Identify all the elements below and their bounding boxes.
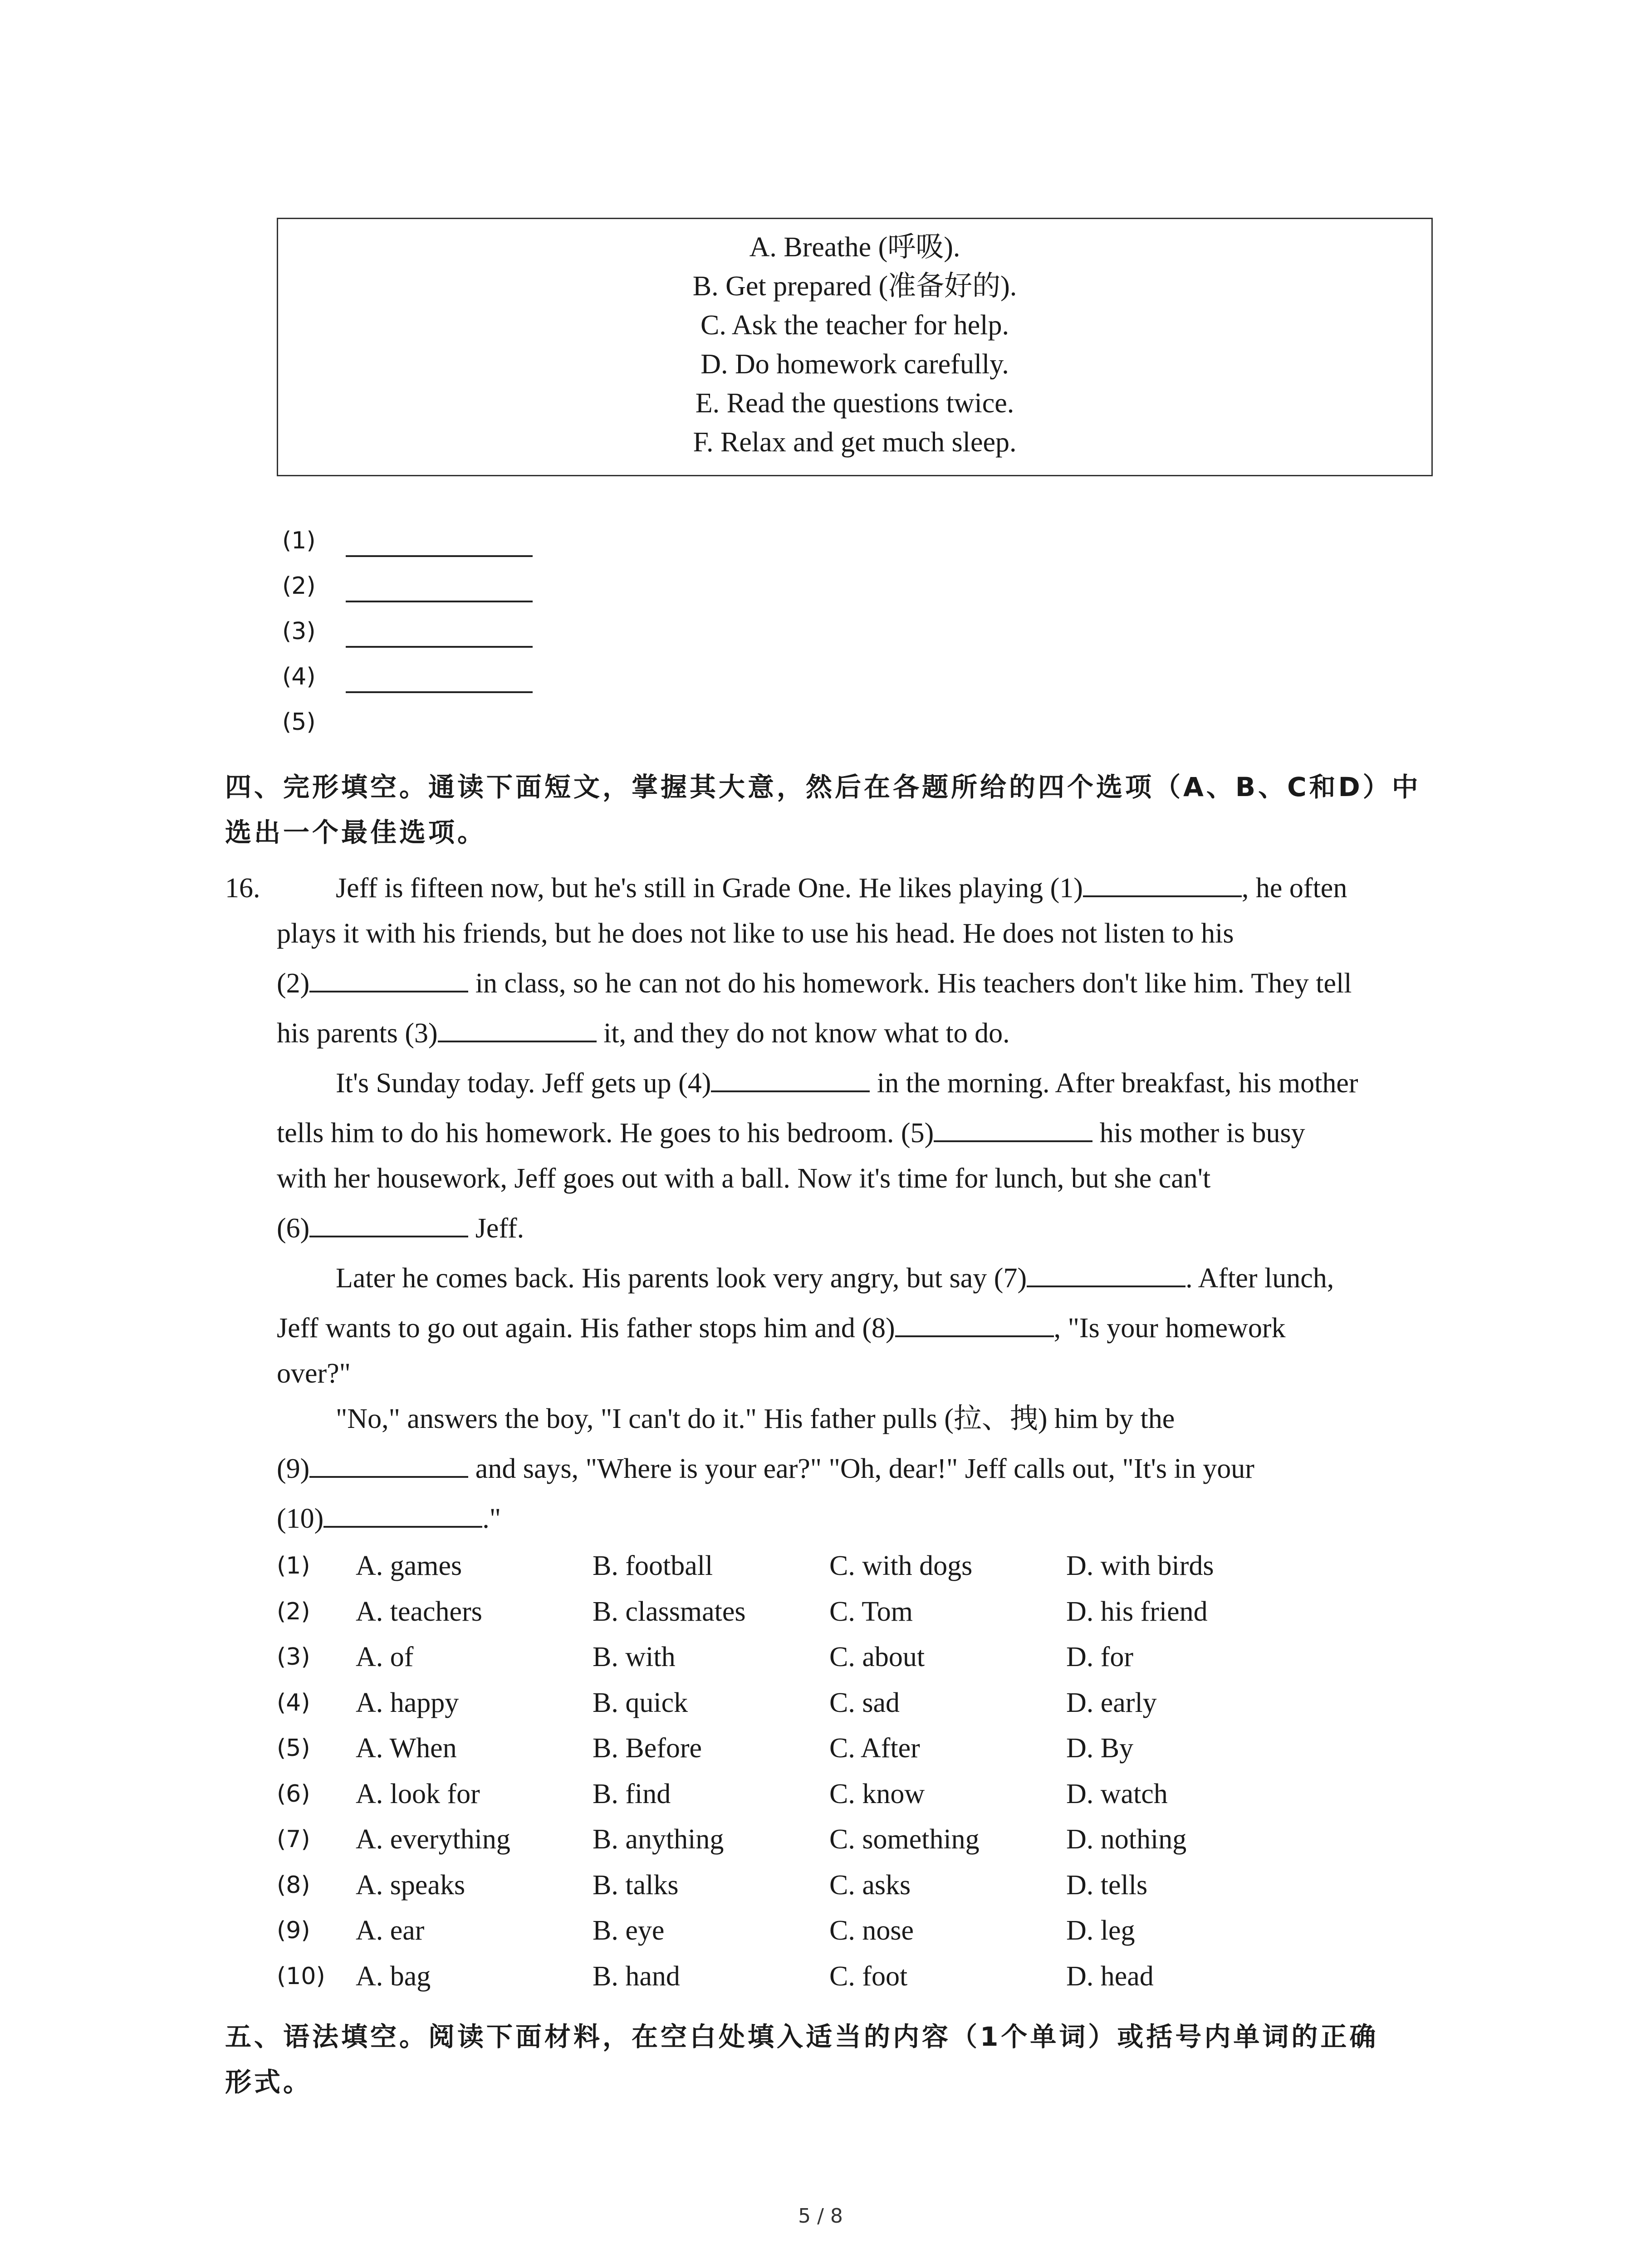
section-4-heading-line1: 四、完形填空。通读下面短文，掌握其大意，然后在各题所给的四个选项（A、B、C和D）中 (225, 772, 1421, 802)
choice-option-c[interactable]: C. know (829, 1779, 925, 1809)
option-line: C. Ask the teacher for help. (700, 310, 1009, 341)
choice-row (277, 1817, 1456, 1862)
section-5-heading-line1: 五、语法填空。阅读下面材料，在空白处填入适当的内容（1个单词）或括号内单词的正确 (225, 2021, 1379, 2052)
passage-line: tells him to do his homework. He goes to his bedroom. (5) his mother is busy (277, 1118, 1305, 1149)
answer-line[interactable] (346, 646, 533, 648)
choice-option-d[interactable]: D. his friend (1066, 1596, 1208, 1627)
choice-option-a[interactable]: A. bag (356, 1961, 431, 1992)
answer-line[interactable] (346, 555, 533, 557)
option-line: B. Get prepared (准备好的). (692, 271, 1017, 302)
section-5-heading-line2: 形式。 (225, 2067, 313, 2097)
answer-number: (4) (282, 663, 316, 690)
choice-option-b[interactable]: B. quick (593, 1687, 688, 1718)
passage-line: his parents (3) it, and they do not know what to do. (277, 1018, 1010, 1049)
passage-line: (2) in class, so he can not do his homework. His teachers don't like him. They tell (277, 968, 1352, 999)
choice-option-d[interactable]: D. head (1066, 1961, 1154, 1992)
choice-row (277, 1771, 1456, 1817)
choice-number: (6) (277, 1780, 310, 1808)
passage-line: plays it with his friends, but he does not like to use his head. He does not listen to his (277, 918, 1234, 949)
passage-line: Jeff is fifteen now, but he's still in Grade One. He likes playing (1) , he often (336, 873, 1347, 904)
passage-line: (6) Jeff. (277, 1213, 524, 1244)
passage-line: It's Sunday today. Jeff gets up (4) in the morning. After breakfast, his mother (336, 1068, 1358, 1099)
choice-option-a[interactable]: A. games (356, 1550, 462, 1581)
answer-number: (5) (282, 709, 316, 736)
section-5-heading (225, 2014, 1432, 2105)
choice-option-a[interactable]: A. everything (356, 1824, 510, 1855)
choice-option-b[interactable]: B. Before (593, 1733, 702, 1764)
blank-1[interactable] (1083, 872, 1242, 897)
choice-row (277, 1725, 1456, 1771)
choice-option-a[interactable]: A. When (356, 1733, 457, 1764)
blank-3[interactable] (438, 1017, 597, 1042)
choice-option-c[interactable]: C. about (829, 1642, 925, 1672)
blank-9[interactable] (309, 1452, 468, 1478)
option-line: E. Read the questions twice. (695, 388, 1014, 419)
blank-4[interactable] (711, 1067, 870, 1092)
passage-line: "No," answers the boy, "I can't do it." His father pulls (拉、拽) him by the (336, 1403, 1175, 1434)
choice-option-a[interactable]: A. of (356, 1642, 414, 1672)
choice-option-b[interactable]: B. hand (593, 1961, 680, 1992)
choice-option-b[interactable]: B. football (593, 1550, 713, 1581)
option-line: A. Breathe (呼吸). (749, 232, 960, 263)
passage-line: with her housework, Jeff goes out with a ball. Now it's time for lunch, but she can't (277, 1163, 1211, 1194)
passage-line: (9) and says, "Where is your ear?" "Oh, dear!" Jeff calls out, "It's in your (277, 1453, 1254, 1484)
choice-number: (8) (277, 1872, 310, 1899)
passage-line: (10) ." (277, 1503, 501, 1534)
choice-row (277, 1634, 1456, 1680)
choice-row (277, 1908, 1456, 1953)
answer-number: (1) (282, 527, 316, 554)
choice-option-d[interactable]: D. nothing (1066, 1824, 1187, 1855)
choice-number: (1) (277, 1552, 310, 1579)
choice-option-c[interactable]: C. nose (829, 1915, 914, 1946)
choice-option-c[interactable]: C. foot (829, 1961, 908, 1992)
choice-number: (4) (277, 1689, 310, 1716)
answer-number: (3) (282, 618, 316, 645)
passage-line: over?" (277, 1358, 351, 1389)
option-line: D. Do homework carefully. (700, 349, 1009, 380)
choice-option-c[interactable]: C. with dogs (829, 1550, 973, 1581)
choice-number: (5) (277, 1735, 310, 1762)
choice-option-a[interactable]: A. ear (356, 1915, 425, 1946)
page-number: 5 / 8 (798, 2204, 843, 2228)
choice-option-d[interactable]: D. for (1066, 1642, 1134, 1672)
choice-number: (2) (277, 1598, 310, 1625)
blank-8[interactable] (895, 1312, 1054, 1337)
choice-option-d[interactable]: D. early (1066, 1687, 1157, 1718)
choice-option-c[interactable]: C. asks (829, 1870, 911, 1901)
choice-row (277, 1862, 1456, 1908)
section-4-heading-line2: 选出一个最佳选项。 (225, 817, 487, 848)
blank-5[interactable] (934, 1117, 1092, 1142)
option-line: F. Relax and get much sleep. (693, 427, 1017, 458)
choice-option-b[interactable]: B. eye (593, 1915, 665, 1946)
choice-number: (10) (277, 1963, 325, 1990)
choice-number: (3) (277, 1643, 310, 1671)
choice-number: (7) (277, 1826, 310, 1853)
choice-option-d[interactable]: D. tells (1066, 1870, 1148, 1901)
passage-line: Later he comes back. His parents look very angry, but say (7) . After lunch, (336, 1263, 1334, 1294)
passage-line: Jeff wants to go out again. His father stops him and (8) , "Is your homework (277, 1313, 1286, 1344)
choice-option-a[interactable]: A. teachers (356, 1596, 482, 1627)
choice-option-b[interactable]: B. with (593, 1642, 676, 1672)
choice-option-b[interactable]: B. classmates (593, 1596, 746, 1627)
choice-row (277, 1954, 1456, 1999)
blank-6[interactable] (309, 1212, 468, 1237)
choice-option-d[interactable]: D. with birds (1066, 1550, 1214, 1581)
choice-option-d[interactable]: D. leg (1066, 1915, 1135, 1946)
choice-option-b[interactable]: B. anything (593, 1824, 724, 1855)
answer-line[interactable] (346, 601, 533, 602)
choice-option-a[interactable]: A. happy (356, 1687, 459, 1718)
answer-line[interactable] (346, 691, 533, 693)
choice-option-b[interactable]: B. talks (593, 1870, 679, 1901)
options-box (277, 218, 1433, 476)
blank-7[interactable] (1027, 1262, 1185, 1287)
answer-number: (2) (282, 572, 316, 600)
choice-option-c[interactable]: C. Tom (829, 1596, 913, 1627)
question-number: 16. (225, 873, 260, 904)
choice-option-b[interactable]: B. find (593, 1779, 671, 1809)
blank-10[interactable] (323, 1502, 482, 1528)
choice-option-a[interactable]: A. look for (356, 1779, 480, 1809)
choice-option-d[interactable]: D. By (1066, 1733, 1134, 1764)
section-4-heading (225, 764, 1432, 855)
choice-option-d[interactable]: D. watch (1066, 1779, 1168, 1809)
choice-option-a[interactable]: A. speaks (356, 1870, 465, 1901)
choice-row (277, 1543, 1456, 1589)
choice-row (277, 1589, 1456, 1634)
choice-option-c[interactable]: C. After (829, 1733, 920, 1764)
blank-2[interactable] (309, 967, 468, 992)
choice-option-c[interactable]: C. something (829, 1824, 980, 1855)
choice-row (277, 1680, 1456, 1725)
choice-number: (9) (277, 1917, 310, 1944)
choice-option-c[interactable]: C. sad (829, 1687, 900, 1718)
